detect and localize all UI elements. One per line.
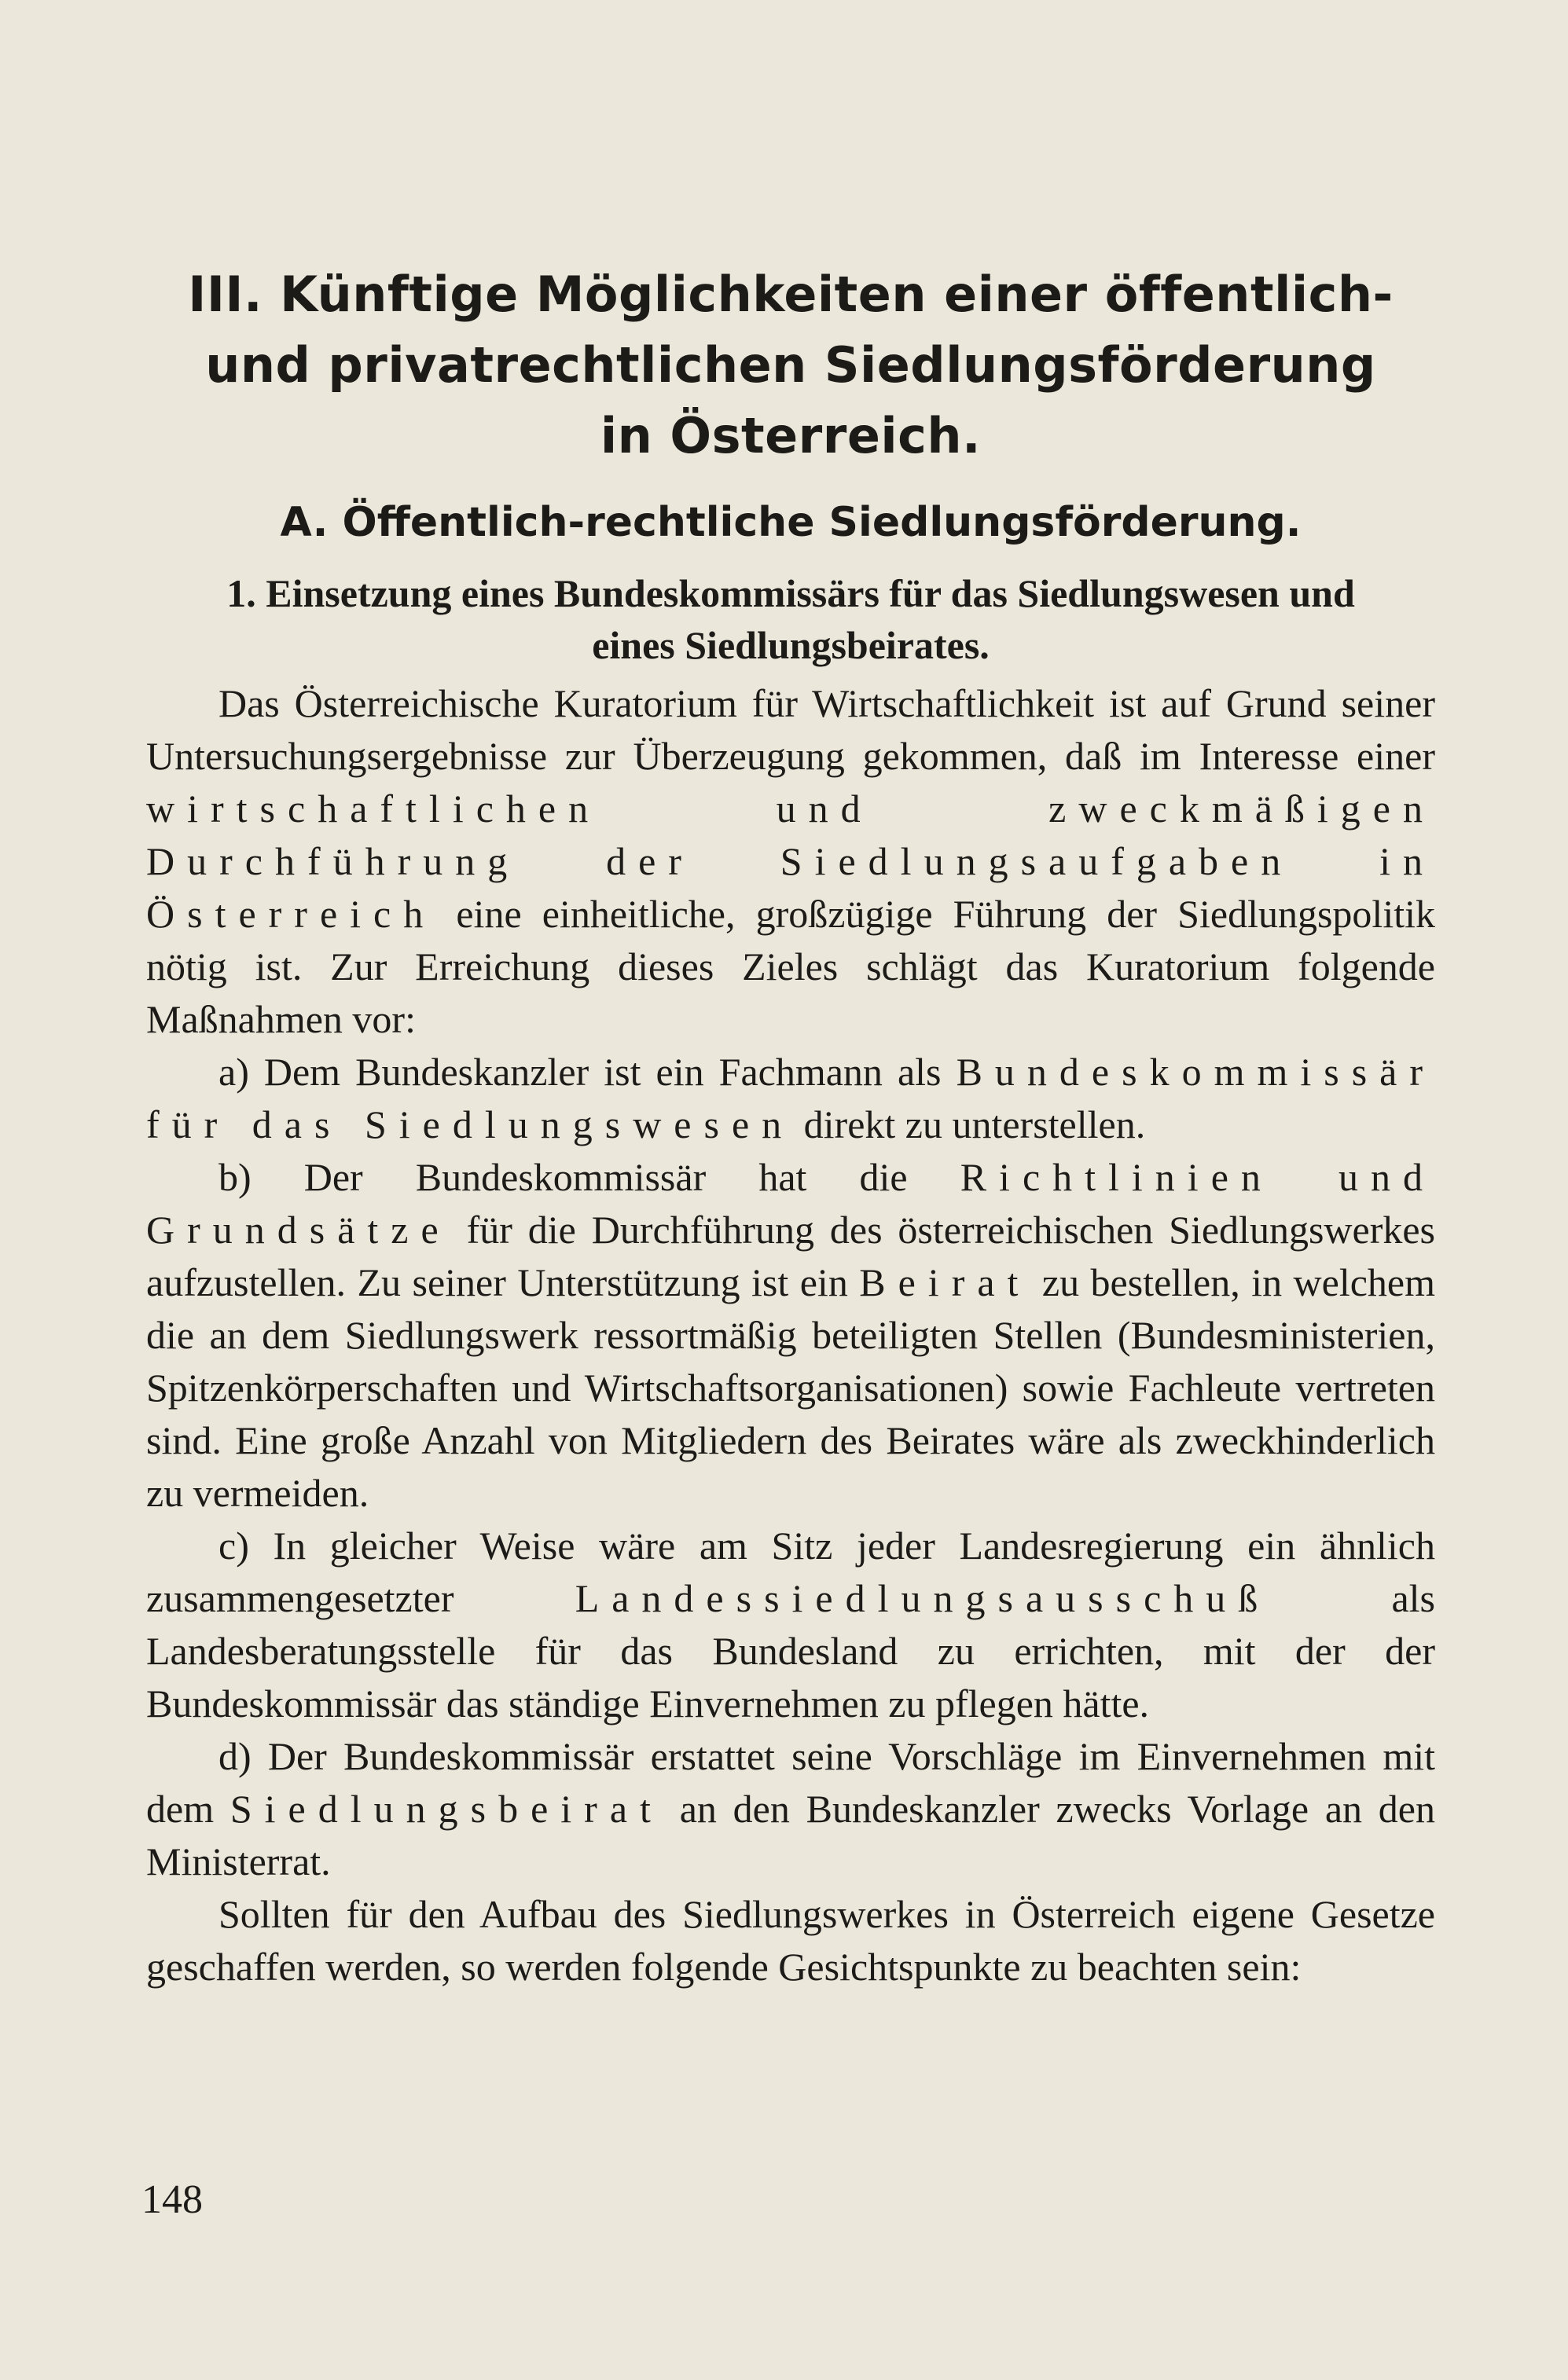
- emphasized-text: Beirat: [859, 1260, 1031, 1304]
- text-run: als Landesberatungsstelle für das Bundesland zu errichten, mit der der Bundeskommissär das ständige Einvernehmen zu pflegen hätte.: [146, 1576, 1436, 1725]
- text-run: direkt zu unterstellen.: [794, 1102, 1146, 1146]
- measure-d: [146, 1730, 1435, 1888]
- page-text: [146, 259, 1435, 1993]
- text-run: für die Durchführung des österreichischen Siedlungswerkes aufzustellen. Zu seiner Unterstützung ist ein: [146, 1208, 1435, 1304]
- chapter-title-line: in Österreich.: [600, 407, 982, 464]
- page-number: 148: [141, 2177, 203, 2222]
- emphasized-text: Siedlungsbeirat: [230, 1787, 663, 1831]
- text-run: b) Der Bundeskommissär hat die: [218, 1155, 960, 1199]
- text-run: Das Österreichische Kuratorium für Wirtschaftlichkeit ist auf Grund seiner Untersuchungsergebnisse zur Überzeugung gekommen, daß im Interesse einer: [146, 681, 1435, 778]
- text-run: a) Dem Bundeskanzler ist ein Fachmann als: [218, 1050, 957, 1094]
- closing-paragraph: Sollten für den Aufbau des Siedlungswerkes in Österreich eigene Gesetze geschaffen werden, so werden folgende Gesichtspunkte zu beachten sein:: [146, 1892, 1435, 1989]
- emphasized-text: Landessiedlungsausschuß: [575, 1576, 1271, 1620]
- text-run: an den Bundeskanzler zwecks Vorlage an den Ministerrat.: [146, 1787, 1435, 1883]
- emphasized-text: Richtlinien und Grundsätze: [146, 1155, 1435, 1252]
- subsection-heading-line: eines Siedlungsbeirates.: [592, 623, 990, 667]
- text-run: c) In gleicher Weise wäre am Sitz jeder Landesregierung ein ähnlich zusammengesetzter: [146, 1524, 1435, 1620]
- emphasized-text: wirtschaftlichen und zweckmäßigen Durchführung der Siedlungsaufgaben in Österreich: [146, 787, 1435, 936]
- chapter-title-line: und privatrechtlichen Siedlungsförderung: [205, 336, 1376, 394]
- subsection-heading-line: 1. Einsetzung eines Bundeskommissärs für das Siedlungswesen und: [226, 571, 1355, 615]
- section-heading: A. Öffentlich-rechtliche Siedlungsförderung.: [280, 499, 1302, 546]
- measure-c: [146, 1520, 1435, 1730]
- intro-paragraph: [146, 677, 1435, 1046]
- measure-b: [146, 1151, 1435, 1520]
- emphasized-text: Bundeskommissär für das Siedlungswesen: [146, 1050, 1435, 1146]
- chapter-title-line: III. Künftige Möglichkeiten einer öffentlich-: [188, 266, 1394, 323]
- text-run: zu bestellen, in welchem die an dem Siedlungswerk ressortmäßig beteiligten Stellen (Bundesministerien, Spitzenkörperschaften und Wirtschaftsorganisationen) sowie Fachleute vertreten sind. Eine große Anzahl von Mitgliedern des Beirates wäre als zweckhinderlich zu vermeiden.: [146, 1260, 1435, 1515]
- chapter-title: [162, 259, 1419, 471]
- measure-a: [146, 1046, 1435, 1151]
- text-run: d) Der Bundeskommissär erstattet seine Vorschläge im Einvernehmen mit dem: [146, 1734, 1435, 1831]
- text-run: eine einheitliche, großzügige Führung der Siedlungspolitik nötig ist. Zur Erreichung dieses Zieles schlägt das Kuratorium folgende Maßnahmen vor:: [146, 892, 1435, 1041]
- subsection-heading: [146, 567, 1435, 671]
